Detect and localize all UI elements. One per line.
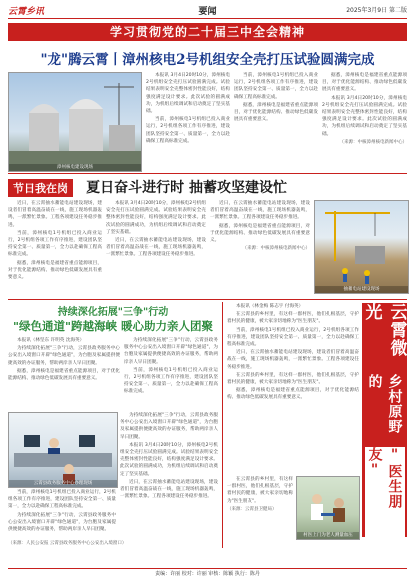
vertical-title-part: 乡村原野的 [366, 373, 403, 434]
vertical-title-part: "医生朋友" [365, 447, 405, 537]
story2-col-2 [124, 337, 218, 409]
construction-photo [314, 200, 409, 294]
paragraph: 近日，在云霄抽水蓄能电站建设现场，建设者们冒着高温奋战在一线，施工现场机器轰鸣，一派繁忙景象。工程各项建设任务稳步推进。 [210, 201, 310, 221]
paragraph: 据悉，漳州核电是福建省重点能源项目，对于优化能源结构、推动绿色低碳发展具有重要意义。 [234, 102, 318, 123]
paragraph: 近日，在云霄抽水蓄能电站建设现场，建设者们冒着高温奋战在一线，施工现场机器轰鸣，一派繁忙景象。工程各项建设任务稳步推进。 [106, 238, 206, 258]
paragraph: 在云霄县的乡村里，有这样一群村医，他们扎根基层，守护着村民的健康，被大家亲切地称为"医生朋友"。 [227, 372, 359, 386]
paragraph: 本报讯 3月4日20时10分，漳州核电2号机组安全壳打压试验圆满完成。试验结果表明安全壳整体密封性能良好，结构强度满足设计要求。此次试验的圆满成功，为机组后续调试和启动奠定了坚实基础。 [322, 95, 407, 137]
brand-logo: 云霄乡讯 [8, 7, 45, 17]
top-story-headline: "龙"腾云霄丨漳州核电2号机组安全壳打压试验圆满完成 [40, 52, 375, 68]
story2-col-3 [120, 412, 218, 536]
nuclear-plant-photo [8, 72, 142, 172]
source-line: （来源：中核漳州核电新闻中心） [339, 139, 407, 145]
paragraph: 近日，在云霄抽水蓄能电站建设现场，建设者们冒着高温奋战在一线，施工现场机器轰鸣，一派繁忙景象。工程各项建设任务稳步推进。 [8, 201, 102, 228]
paragraph: 据悉，漳州核电是福建省重点能源项目，对于优化能源结构、推动绿色低碳发展具有重要意义。 [322, 73, 407, 93]
section-title: 要闻 [198, 7, 217, 17]
paragraph: 近日，在云霄抽水蓄能电站建设现场，建设者们冒着高温奋战在一线，施工现场机器轰鸣，一派繁忙景象。工程各项建设任务稳步推进。 [120, 479, 218, 500]
top-story-col-2 [234, 72, 318, 170]
crane-illustration [315, 201, 408, 293]
paragraph: 当前，漳州核电1号机组已投入商业运行，2号机组各项工作有序推进，建设团队坚持安全第一、质量第一，全力以赴确保工程高标准完成。 [8, 490, 116, 510]
divider [8, 173, 407, 174]
feature-header [8, 177, 407, 197]
paragraph: 据悉，漳州核电是福建省重点能源项目，对于优化能源结构、推动绿色低碳发展具有重要意义。 [227, 388, 359, 401]
source-line: （来源：云霄县卫健局） [227, 506, 277, 512]
feature-col-1 [8, 200, 102, 295]
column-divider [222, 302, 223, 548]
paragraph: 近日，在云霄抽水蓄能电站建设现场，建设者们冒着高温奋战在一线，施工现场机器轰鸣，一派繁忙景象。工程各项建设任务稳步推进。 [227, 350, 359, 370]
story3-vertical-title [362, 303, 407, 537]
village-doctor-photo [296, 476, 360, 540]
plant-illustration [9, 73, 141, 171]
top-story-col-3 [322, 72, 407, 170]
story2-kicker: 持续深化拓展"三争"行动 [57, 307, 169, 318]
paragraph: 当前，漳州核电1号机组已投入商业运行，2号机组各项工作有序推进，建设团队坚持安全第一、质量第一，全力以赴确保工程高标准完成。 [8, 230, 102, 258]
paragraph: 当前，漳州核电1号机组已投入商业运行，2号机组各项工作有序推进，建设团队坚持安全第一、质量第一，全力以赴确保工程高标准完成。 [234, 73, 318, 100]
masthead [8, 4, 407, 19]
paragraph: 据悉，漳州核电是福建省重点能源项目，对于优化能源结构、推动绿色低碳发展具有重要意义。 [8, 368, 120, 382]
source-line: （来源：中核漳州核电新闻中心） [242, 246, 310, 252]
paragraph: 当前，漳州核电1号机组已投入商业运行，2号机组各项工作有序推进，建设团队坚持安全第一、质量第一，全力以赴确保工程高标准完成。 [227, 327, 359, 348]
paragraph: 为持续深化拓展"三争"行动，云霄县政务服务中心公安出入境窗口开辟"绿色通道"，为台胞及家属提供便捷高效的办证服务，帮助两岸亲人早日团聚。 [8, 346, 120, 366]
story3-col-1 [227, 303, 359, 473]
paragraph: 据悉，漳州核电是福建省重点能源项目，对于优化能源结构、推动绿色低碳发展具有重要意义。 [8, 260, 102, 281]
source-line: （来源：人民公安报 云霄县政务服务中心公安出入境窗口） [8, 541, 127, 546]
photo-caption: 抽蓄电站建设现场 [315, 286, 408, 293]
banner-headline: 学习贯彻党的二十届三中全会精神 [8, 23, 407, 41]
service-desk-illustration [9, 413, 117, 487]
divider [8, 299, 407, 300]
photo-caption: 村医上门为老人测量血压 [297, 532, 359, 539]
story3-byline: 本报讯（林金梅 陈志宇 付海英） [236, 304, 304, 309]
paragraph: 本报讯 3月4日20时10分，漳州核电2号机组安全壳打压试验圆满完成。试验结果表明安全壳整体密封性能良好，结构强度满足设计要求。此次试验的圆满成功，为机组后续调试和启动奠定了坚实基础。 [106, 201, 206, 235]
issue-date: 2025年3月9日 第二版 [346, 7, 407, 14]
doctor-illustration [297, 477, 359, 539]
vertical-title-part: 云霄微光 [361, 303, 407, 357]
paragraph: 当前，漳州核电1号机组已投入商业运行，2号机组各项工作有序推进，建设团队坚持安全第一、质量第一，全力以赴确保工程高标准完成。 [124, 367, 218, 395]
story2-title: "绿色通道"跨越海峡 暖心助力亲人团聚 [13, 319, 213, 333]
paragraph: 为持续深化拓展"三争"行动，云霄县政务服务中心公安出入境窗口开辟"绿色通道"，为台胞及家属提供便捷高效的办证服务，帮助两岸亲人早日团聚。 [8, 512, 116, 533]
feature-title: 夏日奋斗进行时 抽蓄攻坚建设忙 [86, 180, 287, 196]
photo-caption: 云霄县政务服务中心办理现场 [9, 480, 117, 487]
story2-col-4 [8, 489, 116, 537]
paragraph: 在云霄县的乡村里，有这样一群村医，他们扎根基层，守护着村民的健康，被大家亲切地称为"医生朋友"。 [227, 477, 293, 504]
story2-header [8, 303, 218, 333]
story2-col-1 [8, 337, 120, 409]
top-story-col-1 [146, 72, 230, 170]
paragraph: 本报讯 3月4日20时10分，漳州核电2号机组安全壳打压试验圆满完成。试验结果表明安全壳整体密封性能良好，结构强度满足设计要求。此次试验的圆满成功，为机组后续调试和启动奠定了坚实基础。 [146, 73, 230, 115]
paragraph: 据悉，漳州核电是福建省重点能源项目，对于优化能源结构、推动绿色低碳发展具有重要意义。 [210, 223, 310, 244]
photo-caption: 漳州核电建设现场 [9, 164, 141, 171]
service-center-photo [8, 412, 118, 488]
paragraph: 本报讯 3月4日20时10分，漳州核电2号机组安全壳打压试验圆满完成。试验结果表明安全壳整体密封性能良好，结构强度满足设计要求。此次试验的圆满成功，为机组后续调试和启动奠定了坚实基础。 [120, 442, 218, 477]
paragraph: 为持续深化拓展"三争"行动，云霄县政务服务中心公安出入境窗口开辟"绿色通道"，为台胞及家属提供便捷高效的办证服务，帮助两岸亲人早日团聚。 [120, 413, 218, 440]
paragraph: 在云霄县的乡村里，有这样一群村医，他们扎根基层，守护着村民的健康，被大家亲切地称为"医生朋友"。 [227, 312, 359, 325]
feature-label: 节日我在岗 [8, 179, 73, 197]
feature-col-2 [106, 200, 206, 295]
editor-credits: 责编：许丽 校对：许丽 审核：陈颖 执行：陈丹 [8, 568, 407, 577]
story3-col-2 [227, 476, 293, 538]
paragraph: 当前，漳州核电1号机组已投入商业运行，2号机组各项工作有序推进，建设团队坚持安全第一、质量第一，全力以赴确保工程高标准完成。 [146, 117, 230, 144]
paragraph: 为持续深化拓展"三争"行动，云霄县政务服务中心公安出入境窗口开辟"绿色通道"，为台胞及家属提供便捷高效的办证服务，帮助两岸亲人早日团聚。 [124, 338, 218, 365]
story2-byline: 本报讯（林坚东 许明英 沈海英） [17, 338, 85, 343]
feature-col-3 [210, 200, 310, 295]
